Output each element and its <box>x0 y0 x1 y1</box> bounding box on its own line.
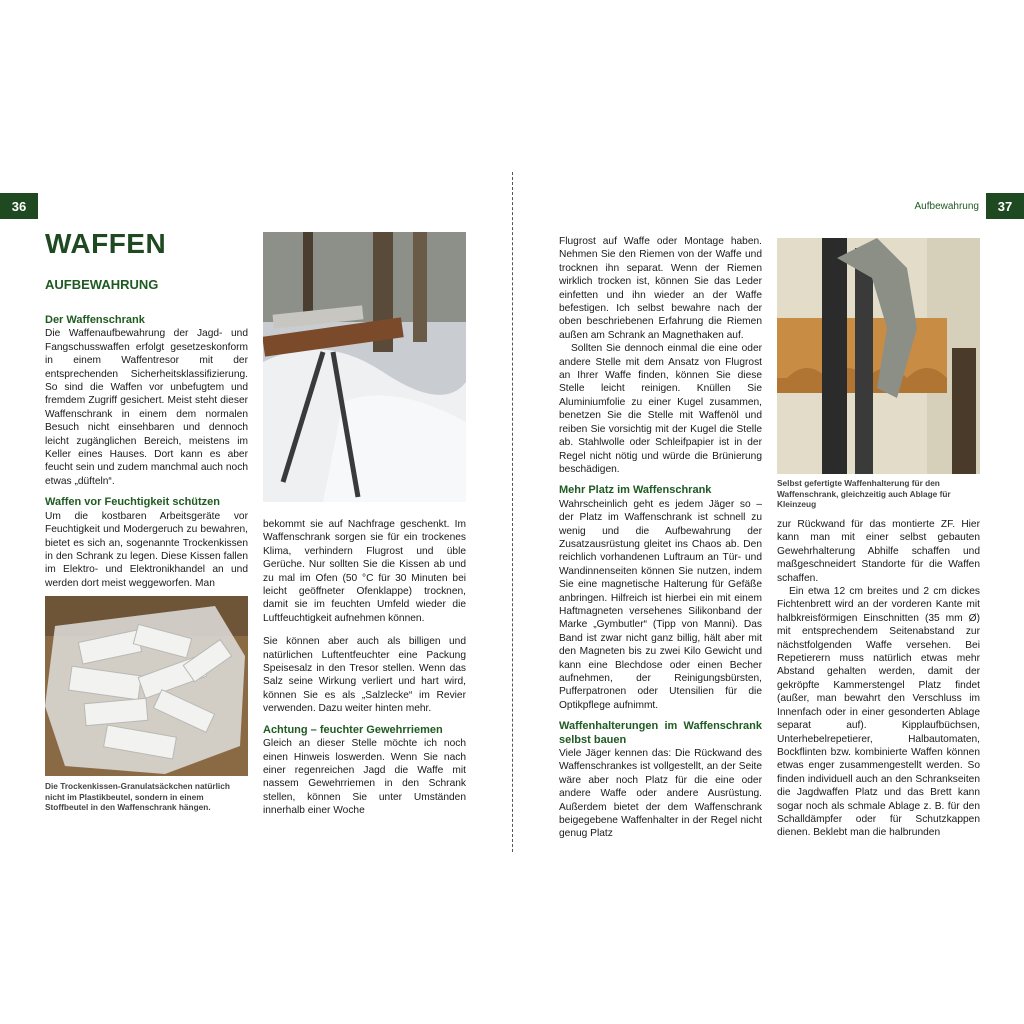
paragraph: bekommt sie auf Nachfrage geschenkt. Im Waffenschrank sorgen sie für ein trockenes Klima, verhindern Flugrost und üble Gerüche. Nur sollten Sie die Kissen ab und zu mal im Ofen (50 °C für 30 Minuten bei leicht geöffneter Ofenklappe) trocknen, damit sie im feuchten Umfeld wieder die Luftfeuchtigkeit aufnehmen können. <box>263 519 466 624</box>
paragraph: Sie können aber auch als billigen und natürlichen Luftentfeuchter eine Packung Speisesalz in den Tresor stellen. Wenn das Salz seine Wirkung verliert und hart wird, können Sie es als „Salzlecke“ im Revier verwenden. Dazu weiter hinten mehr. <box>263 636 466 715</box>
paragraph: Viele Jäger kennen das: Die Rückwand des Waffenschrankes ist vollgestellt, an der Seite wäre aber noch Platz für die eine oder andere Waffe oder andere Ausrüstung. Außerdem bietet der dem Waffenschrank beigegebene Waffenhalter in der Regel nicht genug Platz <box>559 748 762 840</box>
running-head: Aufbewahrung <box>914 201 979 212</box>
paragraph: Flugrost auf Waffe oder Montage haben. Nehmen Sie den Riemen von der Waffe und trocknen ihn separat. Wenn der Riemen wirklich trocken ist, können Sie das Leder einfetten und ihn wieder an der Waffe befestigen. Ich selbst bewahre nach der oben beschriebenen Erfahrung die Riemen außen am Schrank an Magnethaken auf. <box>559 236 762 341</box>
caption-desiccant: Die Trockenkissen-Granulatsäckchen natürlich nicht im Plastikbeutel, sondern in einem Stoffbeutel in den Waffenschrank hängen. <box>45 781 230 812</box>
right-column-2 <box>777 518 980 840</box>
heading-mehr-platz: Mehr Platz im Waffenschrank <box>559 484 712 497</box>
desiccant-photo-svg <box>45 596 248 776</box>
paragraph: Um die kostbaren Arbeitsgeräte vor Feuchtigkeit und Modergeruch zu bewahren, bietet es sich an, sogenannte Trockenkissen in den Schrank zu legen. Diese Kissen fallen im Elektro- und Elektronikhandel an und werden dort meist weggeworfen. Man <box>45 510 248 589</box>
rifle-photo-svg <box>263 232 466 502</box>
page-fold <box>512 172 513 852</box>
paragraph: Sollten Sie dennoch einmal die eine oder andere Stelle mit dem Ansatz von Flugrost an Ihrer Waffe finden, können Sie diese Stelle leicht reinigen. Knüllen Sie Aluminiumfolie zu einer Kugel zusammen, benetzen Sie die Stelle mit Waffenöl und reiben Sie vorsichtig mit der Kugel die Stelle ab. Stahlwolle oder Schleifpapier ist in der Regel nicht nötig und würde die Brünierung beschädigen. <box>559 343 762 475</box>
section-title: AUFBEWAHRUNG <box>45 277 159 292</box>
heading-halterungen: Waffenhalterungen im Waffenschrank selbst bauen <box>559 720 762 746</box>
paragraph: Die Waffenaufbewahrung der Jagd- und Fangschusswaffen erfolgt gesetzeskonform in einem Waffentresor mit der entsprechenden Sicherheitsklassifizierung. So sind die Waffen vor unbefugtem und fremdem Zugriff gesichert. Meist steht dieser Waffenschrank in einem dem normalen Besuch nicht einsehbaren und dennoch leicht zugänglichen Bereich, meistens im Keller eines Hauses. Dort kann es aber feucht sein und zudem manchmal auch noch etwas „düfteln“. <box>45 328 248 487</box>
gun-holder-photo-svg <box>777 238 980 474</box>
heading-achtung: Achtung – feuchter Gewehrriemen <box>263 723 443 736</box>
photo-gun-holder <box>777 238 980 474</box>
left-column-2 <box>263 518 466 818</box>
caption-gun-holder: Selbst gefertigte Waffenhalterung für den Waffenschrank, gleichzeitig auch Ablage für Kleinzeug <box>777 478 951 509</box>
paragraph: zur Rückwand für das montierte ZF. Hier kann man mit einer selbst gebauten Gewehrhalterung Abhilfe schaffen und maßgeschneidert Standorte für die Waffen schaffen. <box>777 519 980 584</box>
chapter-title: WAFFEN <box>45 228 167 259</box>
right-column-1 <box>559 235 762 841</box>
left-column-1-top <box>45 314 248 590</box>
heading-feuchtigkeit: Waffen vor Feuchtigkeit schützen <box>45 496 221 509</box>
heading-waffenschrank: Der Waffenschrank <box>45 314 145 326</box>
paragraph: Ein etwa 12 cm breites und 2 cm dickes Fichtenbrett wird an der vorderen Kante mit halbkreisförmigen Einschnitten (35 mm Ø) mit entsprechendem Seitenabstand zur nächstfolgenden Waffe versehen. Bei Repetierern muss natürlich etwas mehr Abstand gehalten werden, damit der gekröpfte Kammerstengel Platz findet (außer, man bewahrt den Verschluss im Innenfach oder in einer gesonderten Ablage separat auf). Kipplaufbüchsen, Unterhebelrepetierer, Halbautomaten, Bockflinten bzw. kombinierte Waffen können etwas enger zusammengestellt werden. So finden individuell auch an den Schrankseiten die Jagdwaffen Platz und das Brett kann sogar noch als schmale Ablage z. B. für den Schalldämpfer oder für Schutzkappen dienen. Beklebt man die halbrunden <box>777 586 980 839</box>
page-number-right: 37 <box>986 193 1024 219</box>
paragraph: Gleich an dieser Stelle möchte ich noch einen Hinweis loswerden. Wenn Sie nach einer regenreichen Jagd die Waffe mit nassem Gewehrriemen in den Schrank stellen, können Sie unter Umständen innerhalb einer Woche <box>263 738 466 817</box>
photo-rifle-snow <box>263 232 466 502</box>
page-number-left: 36 <box>0 193 38 219</box>
photo-desiccant-bags <box>45 596 248 776</box>
paragraph: Wahrscheinlich geht es jedem Jäger so – der Platz im Waffenschrank ist schnell zu wenig und die Aufbewahrung der Zusatzausrüstung gleitet ins Chaos ab. Den reichlich vorhandenen Luftraum an Tür- und Wandinnenseiten können Sie nutzen, indem Sie eine magnetische Halterung für Gefäße anbringen. Hilfreich ist hierbei ein mit einem Haftmagneten versehenes Silikonband der Marke „Gymbutler“ (Tipp von Manni). Das Band ist zwar nicht ganz billig, hält aber mit den Magneten bis zu zwei Kilo Gewicht und kann eine Blechdose oder einen Becher aufnehmen, der Reinigungsbürsten, Pufferpatronen oder Utensilien für die Optikpflege aufnimmt. <box>559 498 762 711</box>
